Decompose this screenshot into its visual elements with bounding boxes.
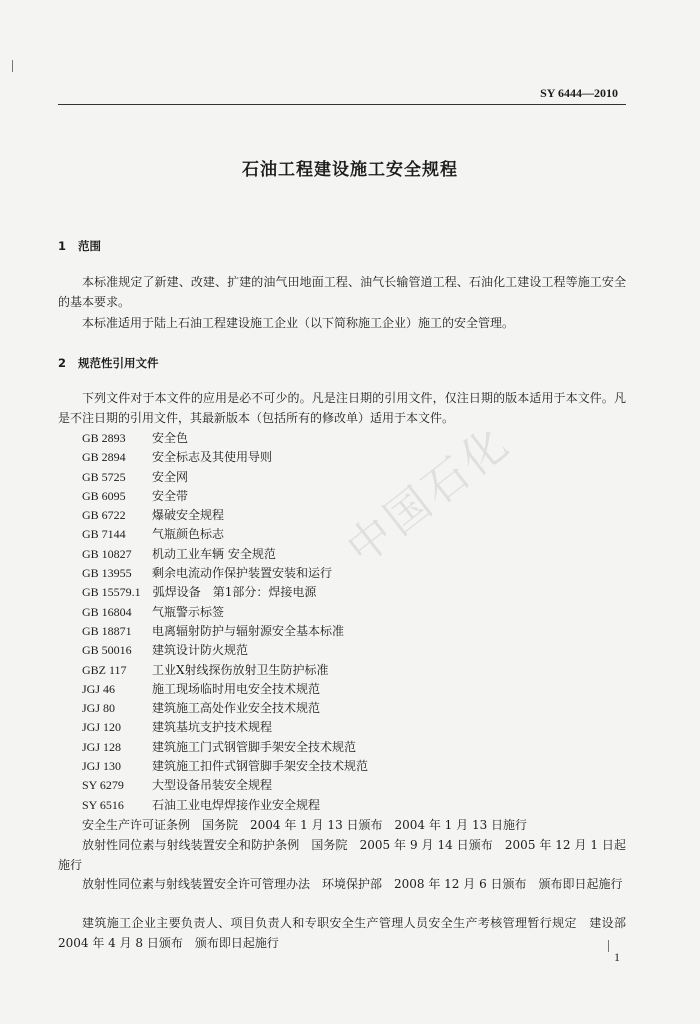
- reference-code: GBZ 117: [82, 662, 127, 677]
- reference-code: GB 5725: [82, 469, 126, 484]
- section-1-heading: [58, 238, 101, 254]
- reference-code: JGJ 120: [82, 720, 122, 735]
- reference-title: 安全带: [152, 488, 189, 503]
- reference-title: 安全标志及其使用导则: [152, 450, 273, 465]
- reference-item: [82, 718, 368, 737]
- scan-mark: [12, 60, 13, 72]
- reference-title: 气瓶颜色标志: [152, 527, 225, 542]
- reference-code: GB 13955: [82, 566, 132, 581]
- regulation-item: 放射性同位素与射线装置安全和防护条例 国务院 2005 年 9 月 14 日颁布 2005 年 12 月 1 日起施行: [58, 838, 626, 872]
- reference-code: GB 18871: [82, 623, 132, 638]
- scan-mark: [608, 940, 609, 952]
- reference-item: [82, 564, 368, 583]
- reference-title: 建筑基坑支护技术规程: [152, 720, 273, 735]
- section-number: 1: [58, 239, 67, 253]
- reference-item: [82, 506, 368, 525]
- reference-item: [82, 776, 368, 795]
- reference-code: SY 6279: [82, 778, 124, 793]
- reference-title: 安全网: [152, 469, 189, 484]
- section-1-paragraph-1: 本标准规定了新建、改建、扩建的油气田地面工程、油气长输管道工程、石油化工建设工程等施工安全的基本要求。: [58, 275, 626, 309]
- reference-code: GB 6722: [82, 508, 126, 523]
- reference-code: GB 2893: [82, 431, 126, 445]
- reference-item: [82, 545, 368, 564]
- reference-title: 剩余电流动作保护装置安装和运行: [152, 566, 333, 581]
- section-title: 规范性引用文件: [78, 356, 159, 370]
- reference-item: [82, 738, 368, 757]
- reference-code: GB 7144: [82, 527, 126, 542]
- reference-item: [82, 757, 368, 776]
- header-rule: [58, 104, 626, 105]
- reference-item: [82, 603, 368, 622]
- document-title: 石油工程建设施工安全规程: [242, 160, 458, 180]
- reference-title: 大型设备吊装安全规程: [152, 778, 273, 793]
- reference-title: 安全色: [152, 431, 189, 445]
- reference-title: 工业X射线探伤放射卫生防护标准: [152, 662, 329, 677]
- reference-title: 建筑设计防火规范: [152, 643, 249, 658]
- reference-title: 建筑施工扣件式钢管脚手架安全技术规范: [152, 759, 369, 774]
- reference-list: [82, 429, 368, 815]
- standard-code: SY 6444—2010: [540, 86, 618, 100]
- reference-title: 机动工业车辆 安全规范: [152, 546, 276, 561]
- reference-title: 建筑施工高处作业安全技术规范: [152, 701, 321, 716]
- reference-code: GB 15579.1: [82, 585, 141, 600]
- reference-code: JGJ 46: [82, 681, 116, 696]
- reference-title: 弧焊设备 第1部分：焊接电源: [152, 585, 317, 600]
- section-title: 范围: [78, 239, 101, 253]
- reference-code: JGJ 130: [82, 759, 122, 774]
- reference-item: [82, 487, 368, 506]
- reference-code: GB 16804: [82, 604, 132, 619]
- section-2-intro: 下列文件对于本文件的应用是必不可少的。凡是注日期的引用文件，仅注日期的版本适用于本文件。凡是不注日期的引用文件，其最新版本（包括所有的修改单）适用于本文件。: [58, 391, 626, 425]
- reference-code: GB 10827: [82, 546, 132, 561]
- page-number: 1: [614, 950, 620, 964]
- regulation-item: 建筑施工企业主要负责人、项目负责人和专职安全生产管理人员安全生产考核管理暂行规定 建设部 2004 年 4 月 8 日颁布 颁布即日起施行: [58, 916, 639, 950]
- reference-code: JGJ 128: [82, 739, 122, 754]
- reference-title: 施工现场临时用电安全技术规范: [152, 681, 321, 696]
- reference-item: [82, 583, 368, 602]
- reference-code: GB 50016: [82, 643, 132, 658]
- reference-item: [82, 680, 368, 699]
- reference-code: JGJ 80: [82, 701, 116, 716]
- reference-title: 电离辐射防护与辐射源安全基本标准: [152, 623, 345, 638]
- section-number: 2: [58, 356, 67, 370]
- regulation-item: 安全生产许可证条例 国务院 2004 年 1 月 13 日颁布 2004 年 1 月 13 日施行: [82, 818, 528, 832]
- reference-item: [82, 525, 368, 544]
- reference-code: SY 6516: [82, 797, 124, 812]
- reference-item: [82, 699, 368, 718]
- reference-title: 石油工业电焊焊接作业安全规程: [152, 797, 321, 812]
- reference-title: 建筑施工门式钢管脚手架安全技术规范: [152, 739, 357, 754]
- reference-item: [82, 661, 368, 680]
- reference-item: [82, 429, 368, 448]
- reference-item: [82, 796, 368, 815]
- reference-title: 爆破安全规程: [152, 508, 225, 523]
- reference-code: GB 6095: [82, 488, 126, 503]
- reference-item: [82, 448, 368, 467]
- reference-item: [82, 468, 368, 487]
- reference-item: [82, 641, 368, 660]
- section-2-heading: [58, 355, 159, 371]
- reference-item: [82, 622, 368, 641]
- watermark: 中国石化: [337, 416, 521, 575]
- reference-code: GB 2894: [82, 450, 126, 465]
- reference-title: 气瓶警示标签: [152, 604, 225, 619]
- regulation-item: 放射性同位素与射线装置安全许可管理办法 环境保护部 2008 年 12 月 6 日颁布 颁布即日起施行: [82, 877, 623, 891]
- section-1-paragraph-2: 本标准适用于陆上石油工程建设施工企业（以下简称施工企业）施工的安全管理。: [82, 316, 515, 330]
